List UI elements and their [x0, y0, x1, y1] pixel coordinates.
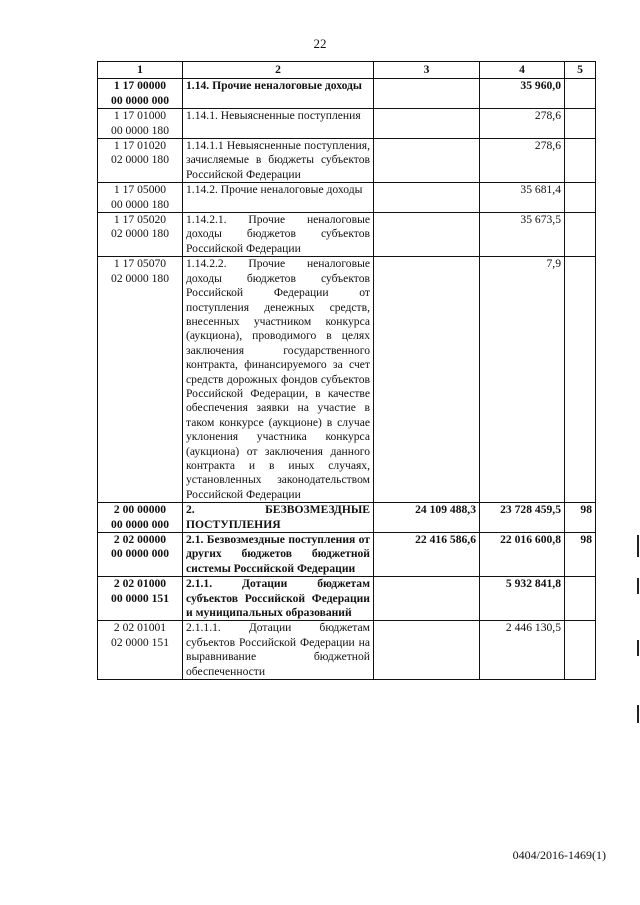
- table-row: [98, 139, 596, 183]
- header-col-3: 3: [374, 62, 480, 79]
- cell-col-3-value: [374, 139, 480, 183]
- cell-budget-code: 2 02 01000 00 0000 151: [98, 577, 183, 621]
- cell-col-3-value: [374, 621, 480, 680]
- cell-col-4-value: 5 932 841,8: [480, 577, 565, 621]
- cell-description: 1.14.1.1 Невыясненные поступления, зачисляемые в бюджеты субъектов Российской Федерации: [183, 139, 374, 183]
- cell-col-3-value: [374, 183, 480, 213]
- cell-col-5-value: [565, 577, 596, 621]
- margin-mark: [637, 535, 639, 557]
- table-row: [98, 79, 596, 109]
- table-header-row: [98, 62, 596, 79]
- cell-budget-code: 2 02 00000 00 0000 000: [98, 533, 183, 577]
- cell-col-5-value: 98: [565, 503, 596, 533]
- header-col-4: 4: [480, 62, 565, 79]
- table-row: [98, 213, 596, 257]
- cell-description: 1.14. Прочие неналоговые доходы: [183, 79, 374, 109]
- cell-col-3-value: [374, 79, 480, 109]
- cell-col-4-value: 35 673,5: [480, 213, 565, 257]
- cell-col-3-value: [374, 109, 480, 139]
- cell-budget-code: 1 17 00000 00 0000 000: [98, 79, 183, 109]
- cell-col-4-value: 23 728 459,5: [480, 503, 565, 533]
- cell-col-3-value: [374, 213, 480, 257]
- cell-col-4-value: 278,6: [480, 139, 565, 183]
- cell-budget-code: 1 17 01000 00 0000 180: [98, 109, 183, 139]
- cell-budget-code: 1 17 05000 00 0000 180: [98, 183, 183, 213]
- cell-description: 2. БЕЗВОЗМЕЗДНЫЕ ПОСТУПЛЕНИЯ: [183, 503, 374, 533]
- cell-description: 1.14.1. Невыясненные поступления: [183, 109, 374, 139]
- cell-col-4-value: 35 681,4: [480, 183, 565, 213]
- cell-col-3-value: 22 416 586,6: [374, 533, 480, 577]
- cell-budget-code: 2 00 00000 00 0000 000: [98, 503, 183, 533]
- cell-description: 2.1.1.1. Дотации бюджетам субъектов Российской Федерации на выравнивание бюджетной обеспеченности: [183, 621, 374, 680]
- cell-col-5-value: [565, 109, 596, 139]
- cell-col-3-value: 24 109 488,3: [374, 503, 480, 533]
- cell-col-5-value: [565, 139, 596, 183]
- margin-mark: [637, 705, 639, 723]
- cell-col-5-value: [565, 257, 596, 503]
- table-row: [98, 533, 596, 577]
- cell-description: 1.14.2.2. Прочие неналоговые доходы бюджетов субъектов Российской Федерации от поступления денежных средств, внесенных участником конкурса (аукциона), проводимого в целях заключения государственного контракта, финансируемого за счет средств дорожных фондов субъектов Российской Федерации, в качестве обеспечения заявки на участие в таком конкурсе (аукционе) в случае уклонения участника конкурса (аукциона) от заключения данного контракта и в иных случаях, установленных законодательством Российской Федерации: [183, 257, 374, 503]
- page-number: 22: [313, 36, 327, 51]
- table-row: [98, 257, 596, 503]
- cell-col-5-value: [565, 79, 596, 109]
- cell-description: 1.14.2.1. Прочие неналоговые доходы бюджетов субъектов Российской Федерации: [183, 213, 374, 257]
- cell-budget-code: 1 17 05020 02 0000 180: [98, 213, 183, 257]
- table-row: [98, 183, 596, 213]
- header-col-5: 5: [565, 62, 596, 79]
- cell-col-4-value: 278,6: [480, 109, 565, 139]
- table-row: [98, 621, 596, 680]
- table-row: [98, 503, 596, 533]
- header-col-2: 2: [183, 62, 374, 79]
- table-row: [98, 109, 596, 139]
- header-col-1: 1: [98, 62, 183, 79]
- budget-revenue-table: [97, 61, 596, 680]
- cell-description: 2.1.1. Дотации бюджетам субъектов Российской Федерации и муниципальных образований: [183, 577, 374, 621]
- cell-col-3-value: [374, 257, 480, 503]
- cell-col-4-value: 22 016 600,8: [480, 533, 565, 577]
- margin-mark: [637, 640, 639, 656]
- margin-mark: [637, 578, 639, 594]
- document-registration-code: 0404/2016-1469(1): [512, 848, 606, 862]
- cell-budget-code: 1 17 01020 02 0000 180: [98, 139, 183, 183]
- cell-col-5-value: [565, 621, 596, 680]
- table-body: [98, 79, 596, 680]
- cell-col-3-value: [374, 577, 480, 621]
- cell-description: 2.1. Безвозмездные поступления от других бюджетов бюджетной системы Российской Федерации: [183, 533, 374, 577]
- cell-col-4-value: 7,9: [480, 257, 565, 503]
- cell-col-5-value: [565, 213, 596, 257]
- table-row: [98, 577, 596, 621]
- cell-col-5-value: [565, 183, 596, 213]
- cell-col-5-value: 98: [565, 533, 596, 577]
- cell-col-4-value: 2 446 130,5: [480, 621, 565, 680]
- cell-budget-code: 1 17 05070 02 0000 180: [98, 257, 183, 503]
- cell-description: 1.14.2. Прочие неналоговые доходы: [183, 183, 374, 213]
- cell-col-4-value: 35 960,0: [480, 79, 565, 109]
- cell-budget-code: 2 02 01001 02 0000 151: [98, 621, 183, 680]
